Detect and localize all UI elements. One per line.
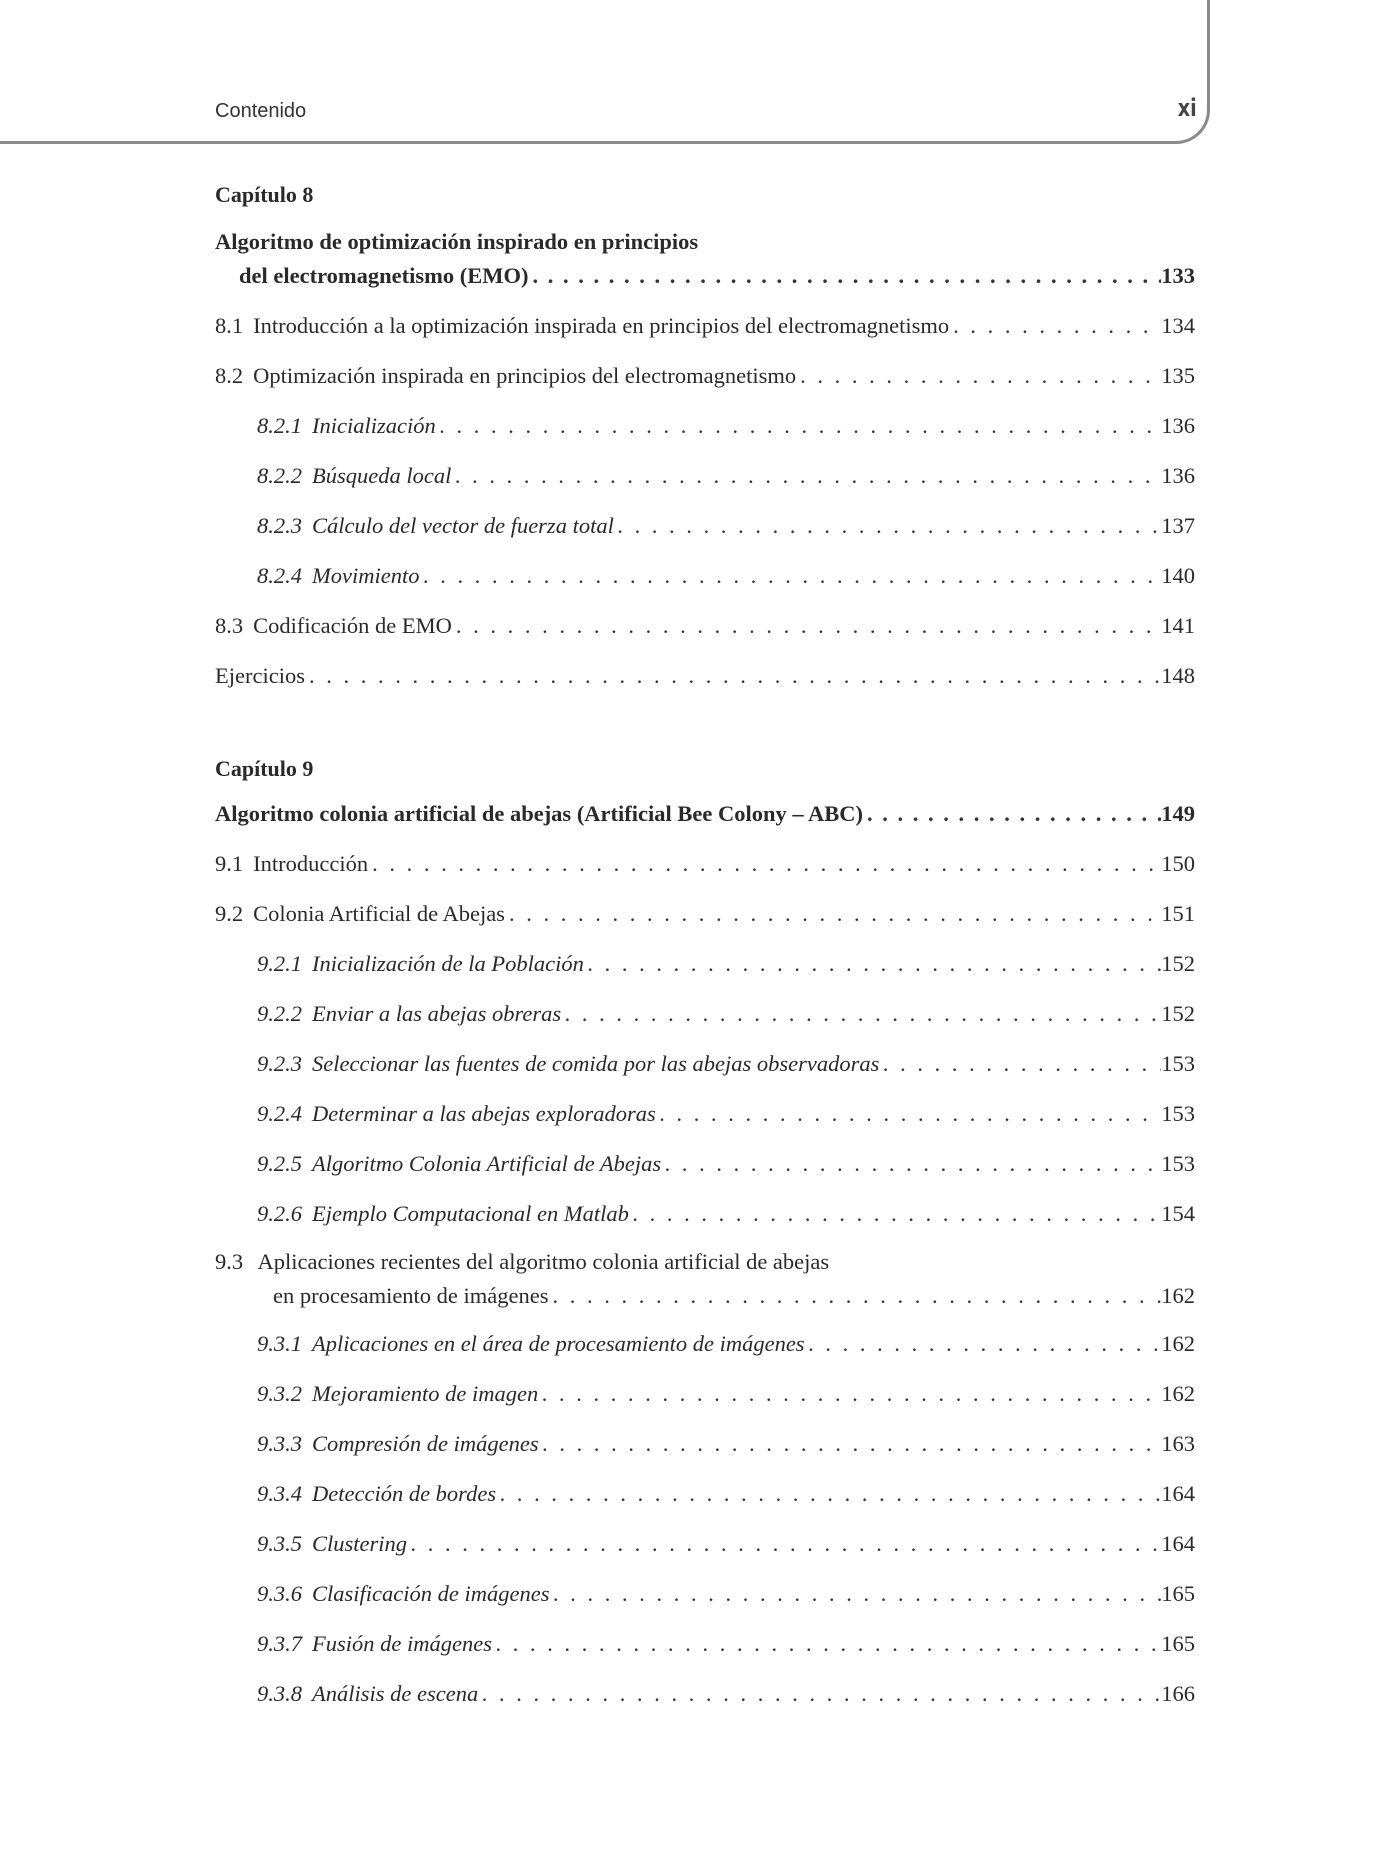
toc-entry[interactable] — [215, 451, 1195, 501]
section-title: Aplicaciones en el área de procesamiento de imágenes — [312, 1331, 805, 1356]
page-number: 164 — [1161, 1531, 1195, 1556]
section-number: 9.3.2 — [257, 1381, 302, 1406]
section-title: Enviar a las abejas obreras — [312, 1001, 562, 1026]
section-number: 9.2.2 — [257, 1001, 302, 1026]
toc-entry[interactable] — [215, 1569, 1195, 1619]
page-number: 148 — [1161, 663, 1195, 688]
page-number: 152 — [1161, 1001, 1195, 1026]
toc-entry[interactable] — [215, 551, 1195, 601]
section-number: 9.2.5 — [257, 1151, 302, 1176]
leader-dots — [805, 1319, 1162, 1369]
section-title: Movimiento — [312, 563, 420, 588]
leader-dots — [492, 1619, 1161, 1669]
leader-dots — [863, 789, 1161, 839]
section-title: Análisis de escena — [312, 1681, 479, 1706]
leader-dots — [629, 1189, 1161, 1239]
toc-entry[interactable] — [215, 1089, 1195, 1139]
toc-entry[interactable] — [215, 301, 1195, 351]
toc-entry[interactable] — [215, 1469, 1195, 1519]
leader-dots — [539, 1419, 1162, 1469]
section-title: Inicialización de la Población — [312, 951, 584, 976]
page-number: 141 — [1161, 613, 1195, 638]
leader-dots — [538, 1369, 1161, 1419]
section-title: Algoritmo Colonia Artificial de Abejas — [312, 1151, 662, 1176]
toc-entry[interactable] — [215, 1139, 1195, 1189]
section-title: Mejoramiento de imagen — [312, 1381, 539, 1406]
page-number: 149 — [1161, 801, 1195, 826]
page-number: 133 — [1161, 263, 1195, 288]
page-number: 154 — [1161, 1201, 1195, 1226]
leader-dots — [584, 939, 1161, 989]
section-number: 9.2.3 — [257, 1051, 302, 1076]
chapter-title[interactable] — [215, 225, 1195, 293]
page-number: 136 — [1161, 413, 1195, 438]
section-title: Detección de bordes — [312, 1481, 497, 1506]
leader-dots — [529, 259, 1162, 293]
page-number: 163 — [1161, 1431, 1195, 1456]
section-number: 9.2.6 — [257, 1201, 302, 1226]
section-number: 9.2.4 — [257, 1101, 302, 1126]
leader-dots — [478, 1669, 1161, 1719]
section-number: 9.3.1 — [257, 1331, 302, 1356]
chapter-title[interactable] — [215, 789, 1195, 839]
page-number: 165 — [1161, 1581, 1195, 1606]
leader-dots — [561, 989, 1161, 1039]
section-number: 9.3.5 — [257, 1531, 302, 1556]
section-title: Introducción a la optimización inspirada en principios del electromagnetismo — [253, 313, 950, 338]
leader-dots — [796, 351, 1161, 401]
section-title: Introducción — [253, 851, 369, 876]
section-title: Clustering — [312, 1531, 408, 1556]
page-number: 164 — [1161, 1481, 1195, 1506]
section-title: Aplicaciones recientes del algoritmo colonia artificial de abejas — [257, 1249, 830, 1274]
toc-entry[interactable] — [215, 1039, 1195, 1089]
page-number: 153 — [1161, 1101, 1195, 1126]
page-number: 166 — [1161, 1681, 1195, 1706]
section-title: Seleccionar las fuentes de comida por las abejas observadoras — [312, 1051, 880, 1076]
toc-entry[interactable] — [215, 1319, 1195, 1369]
section-title: Colonia Artificial de Abejas — [253, 901, 505, 926]
section-number: 9.2 — [215, 901, 244, 926]
section-number: 8.2.3 — [257, 513, 302, 538]
section-number: 8.2.1 — [257, 413, 302, 438]
section-number: 9.3 — [215, 1249, 244, 1274]
chapter-label: Capítulo 8 — [215, 182, 314, 207]
page-number: 162 — [1161, 1331, 1195, 1356]
chapter-title-line — [215, 259, 1195, 293]
section-number: 9.3.4 — [257, 1481, 302, 1506]
page-number: 150 — [1161, 851, 1195, 876]
leader-dots — [419, 551, 1161, 601]
section-title: Clasificación de imágenes — [312, 1581, 550, 1606]
section-number: 9.3.8 — [257, 1681, 302, 1706]
page-header-frame — [0, 0, 1210, 144]
table-of-contents — [215, 175, 1195, 1767]
chapter-label: Capítulo 9 — [215, 756, 314, 781]
running-header-page-number: xi — [1178, 94, 1197, 122]
leader-dots — [436, 401, 1162, 451]
section-number: 8.2.2 — [257, 463, 302, 488]
page-number: 165 — [1161, 1631, 1195, 1656]
leader-dots — [505, 889, 1161, 939]
section-number: 9.3.6 — [257, 1581, 302, 1606]
section-number: 8.3 — [215, 613, 244, 638]
leader-dots — [549, 1279, 1162, 1313]
toc-entry[interactable] — [215, 501, 1195, 551]
page-number: 153 — [1161, 1151, 1195, 1176]
section-number: 9.3.3 — [257, 1431, 302, 1456]
toc-entry[interactable] — [215, 1619, 1195, 1669]
toc-entry[interactable] — [215, 1669, 1195, 1719]
chapter-title-text: del electromagnetismo (EMO) — [239, 263, 529, 288]
page-number: 151 — [1161, 901, 1195, 926]
leader-dots — [614, 501, 1161, 551]
toc-entry[interactable] — [215, 601, 1195, 651]
chapter-9 — [215, 749, 1195, 1719]
toc-entry[interactable] — [215, 1245, 1195, 1313]
toc-entry[interactable] — [215, 839, 1195, 889]
leader-dots — [549, 1569, 1161, 1619]
chapter-title-line: Algoritmo de optimización inspirado en principios — [215, 229, 699, 254]
section-number: 8.2.4 — [257, 563, 302, 588]
section-number: 8.1 — [215, 313, 244, 338]
leader-dots — [949, 301, 1161, 351]
section-title-line — [215, 1279, 1195, 1313]
leader-dots — [368, 839, 1161, 889]
leader-dots — [451, 451, 1161, 501]
page-number: 136 — [1161, 463, 1195, 488]
section-number: 9.1 — [215, 851, 244, 876]
leader-dots — [661, 1139, 1161, 1189]
toc-entry[interactable] — [215, 1419, 1195, 1469]
chapter-title-text: Algoritmo colonia artificial de abejas (Artificial Bee Colony – ABC) — [215, 801, 864, 826]
page-number: 135 — [1161, 363, 1195, 388]
section-title: Fusión de imágenes — [312, 1631, 492, 1656]
page-number: 134 — [1161, 313, 1195, 338]
section-title: Determinar a las abejas exploradoras — [312, 1101, 656, 1126]
section-title: Codificación de EMO — [253, 613, 452, 638]
section-number: 9.2.1 — [257, 951, 302, 976]
leader-dots — [879, 1039, 1161, 1089]
page-number: 137 — [1161, 513, 1195, 538]
leader-dots — [656, 1089, 1162, 1139]
section-title: en procesamiento de imágenes — [273, 1283, 549, 1308]
section-title: Compresión de imágenes — [312, 1431, 539, 1456]
leader-dots — [407, 1519, 1161, 1569]
section-title: Ejercicios — [215, 663, 305, 688]
section-title: Búsqueda local — [312, 463, 452, 488]
toc-entry[interactable] — [215, 401, 1195, 451]
section-number: 9.3.7 — [257, 1631, 302, 1656]
page-number: 140 — [1161, 563, 1195, 588]
page-number: 152 — [1161, 951, 1195, 976]
toc-entry[interactable] — [215, 1189, 1195, 1239]
toc-entry[interactable] — [215, 889, 1195, 939]
running-header-title: Contenido — [215, 100, 307, 122]
leader-dots — [452, 601, 1161, 651]
toc-entry-exercises[interactable] — [215, 651, 1195, 701]
section-title: Ejemplo Computacional en Matlab — [312, 1201, 629, 1226]
leader-dots — [305, 651, 1161, 701]
section-number: 8.2 — [215, 363, 244, 388]
section-title: Cálculo del vector de fuerza total — [312, 513, 614, 538]
toc-entry[interactable] — [215, 351, 1195, 401]
section-title: Optimización inspirada en principios del electromagnetismo — [253, 363, 797, 388]
section-title: Inicialización — [312, 413, 436, 438]
chapter-8 — [215, 175, 1195, 701]
toc-entry[interactable] — [215, 1369, 1195, 1419]
toc-entry[interactable] — [215, 1519, 1195, 1569]
toc-entry[interactable] — [215, 939, 1195, 989]
toc-entry[interactable] — [215, 989, 1195, 1039]
section-title-line — [215, 1245, 1195, 1279]
page-number: 162 — [1161, 1381, 1195, 1406]
page-number: 162 — [1161, 1283, 1195, 1308]
page-number: 153 — [1161, 1051, 1195, 1076]
leader-dots — [496, 1469, 1161, 1519]
